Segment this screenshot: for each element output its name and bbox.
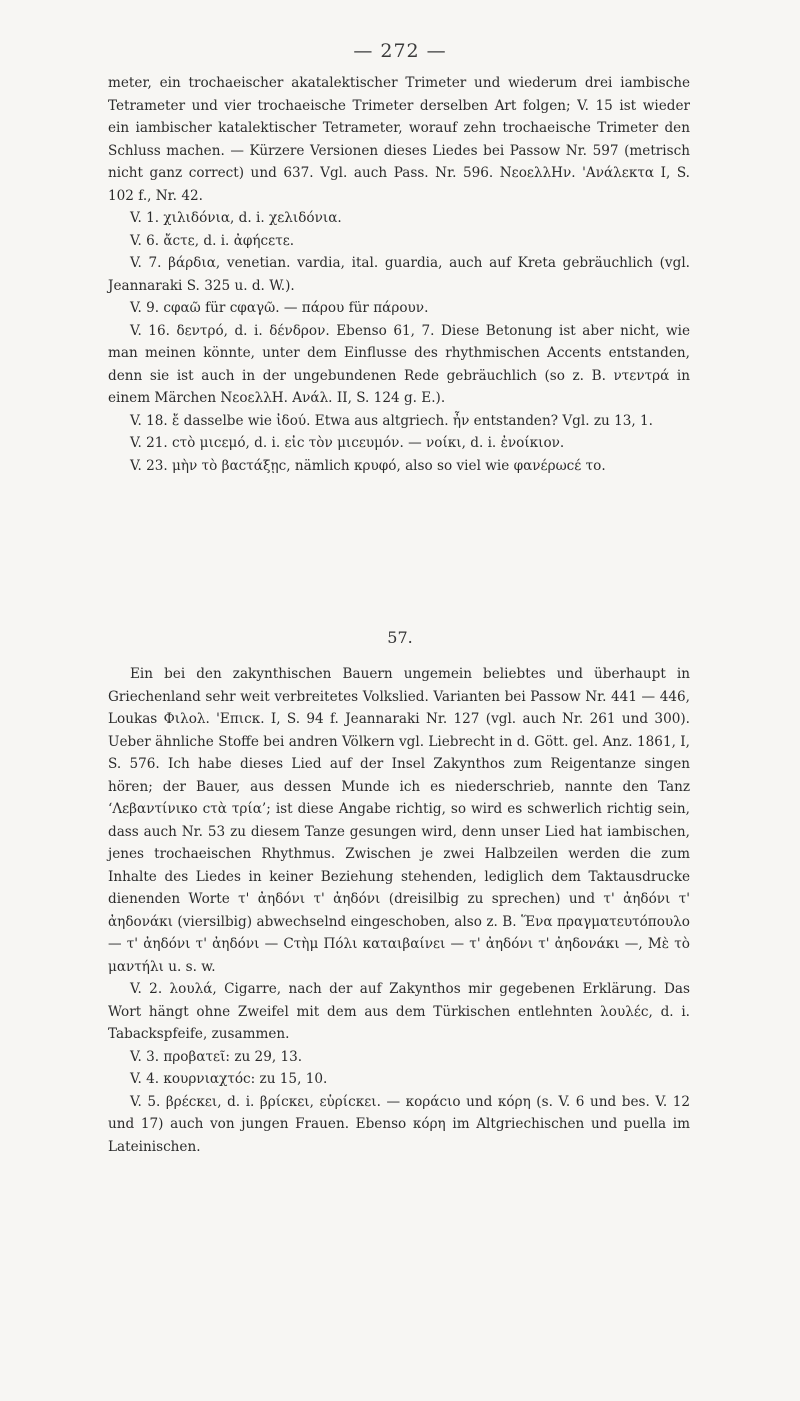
note-verse-9: V. 9. cφαῶ für cφαγῶ. — πάρου für πάρουν. (130, 300, 429, 316)
page-number: — 272 — (353, 40, 447, 62)
paragraph-introduction: Ein bei den zakynthischen Bauern ungemein beliebtes und überhaupt in Griechenland sehr weit verbreitetes Volkslied. Varianten bei Passow Nr. 441 — 446, Loukas Φιλολ. 'Επιcκ. I, S. 94 f. Jeannaraki Nr. 127 (vgl. auch Nr. 261 und 300). Ueber ähnliche Stoffe bei andren Völkern vgl. Liebrecht in d. Gött. gel. Anz. 1861, I, S. 576. Ich habe dieses Lied auf der Insel Zakynthos zum Reigentanze singen hören; der Bauer, aus dessen Munde ich es niederschrieb, nannte den Tanz ‘Λεβαντίνικο cτὰ τρία’; ist diese Angabe richtig, so wird es schwerlich richtig sein, dass auch Nr. 53 zu diesem Tanze gesungen wird, denn unser Lied hat iambischen, jenes trochaeischen Rhythmus. Zwischen je zwei Halbzeilen werden die zum Inhalte des Liedes in keiner Beziehung stehenden, lediglich dem Taktausdrucke dienenden Worte τ' ἀηδόνι τ' ἀηδόνι (dreisilbig zu sprechen) und τ' ἀηδόνι τ' ἀηδονάκι (viersilbig) abwechselnd eingeschoben, also z. B. Ἕνα πραγματευτόπουλο — τ' ἀηδόνι τ' ἀηδόνι — Cτὴμ Πόλι καταιβαίνει — τ' ἀηδόνι τ' ἀηδονάκι —, Μὲ τὸ μαντήλι u. s. w. (108, 666, 690, 975)
note-verse-5: V. 5. βρέcκει, d. i. βρίcκει, εὑρίcκει. — κοράcιο und κόρη (s. V. 6 und bes. V. 12 und 17) auch von jungen Frauen. Ebenso κόρη im Altgriechischen und puella im Lateinischen. (108, 1093, 690, 1155)
section-heading: 57. (387, 628, 413, 647)
note-verse-3: V. 3. προβατεῖ: zu 29, 13. (130, 1048, 303, 1065)
note-verse-7: V. 7. βάρδια, venetian. vardia, ital. guardia, auch auf Kreta gebräuchlich (vgl. Jeannaraki S. 325 u. d. W.). (108, 255, 690, 294)
note-verse-21: V. 21. cτὸ μιcεμό, d. i. εἰc τὸν μιcευμόν. — νοίκι, d. i. ἐνοίκιον. (130, 435, 565, 451)
note-verse-4: V. 4. κουρνιαχτόc: zu 15, 10. (130, 1071, 328, 1087)
note-verse-6: V. 6. ἄcτε, d. i. ἀφήcετε. (130, 232, 295, 249)
note-verse-23: V. 23. μὴν τὸ βαcτάξῃc, nämlich κρυφό, also so viel wie φανέρωcέ το. (130, 457, 606, 474)
note-verse-18: V. 18. ἔ dasselbe wie ἰδού. Etwa aus altgriech. ἦν entstanden? Vgl. zu 13, 1. (130, 412, 653, 429)
note-verse-2: V. 2. λουλά, Cigarre, nach der auf Zakynthos mir gegebenen Erklärung. Das Wort hängt ohne Zweifel mit dem aus dem Türkischen entlehnten λουλέc, d. i. Tabackspfeife, zusammen. (108, 981, 690, 1042)
note-verse-1: V. 1. χιλιδόνια, d. i. χελιδόνια. (130, 210, 342, 226)
commentary-top (108, 72, 690, 477)
commentary-bottom (108, 663, 690, 1158)
paragraph-metre: meter, ein trochaeischer akatalektischer Trimeter und wiederum drei iambische Tetrameter und vier trochaeische Trimeter derselben Art folgen; V. 15 ist wieder ein iambischer katalektischer Tetrameter, worauf zehn trochaeische Trimeter den Schluss machen. — Kürzere Versionen dieses Liedes bei Passow Nr. 597 (metrisch nicht ganz correct) und 637. Vgl. auch Pass. Nr. 596. ΝεοελλΗν. 'Ανάλεκτα I, S. 102 f., Nr. 42. (108, 75, 690, 204)
note-verse-16: V. 16. δεντρό, d. i. δένδρον. Ebenso 61, 7. Diese Betonung ist aber nicht, wie man meinen könnte, unter dem Einflusse des rhythmischen Accents entstanden, denn sie ist auch in der ungebundenen Rede gebräuchlich (so z. B. ντεντρά in einem Märchen ΝεοελλΗ. Ανάλ. II, S. 124 g. E.). (108, 322, 690, 406)
